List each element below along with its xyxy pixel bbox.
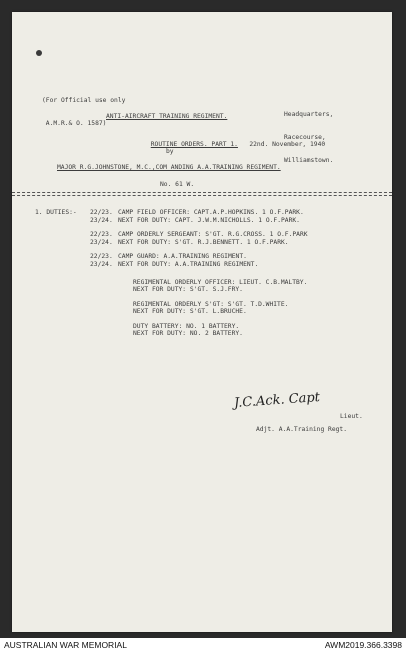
official-line-2: A.M.R.& O. 1587) [42,119,107,127]
duty-period: 23/24. [90,216,113,224]
duty-text: NEXT FOR DUTY: S'GT. S.J.FRY. [133,286,243,294]
duty-text: NEXT FOR DUTY: CAPT. J.W.M.NICHOLLS. 1 O.F.PARK. [118,216,300,224]
duty-period: 23/24. [90,238,113,246]
duty-line [90,279,307,287]
duty-line [90,286,243,294]
lieut-label: Lieut. [340,413,363,420]
document-page [12,12,392,632]
duty-period: 23/24. [90,260,113,268]
hq-line-3: Williamstown. [284,156,334,164]
duty-period: 22/23. [90,231,113,238]
duty-line [90,330,243,338]
routine-orders-label: ROUTINE ORDERS. PART 1. [150,140,238,148]
duty-period: 22/23. [90,253,113,260]
duty-line [90,301,288,309]
duty-text: NEXT FOR DUTY: NO. 2 BATTERY. [133,330,243,338]
unit-title: ANTI-AIRCRAFT TRAINING REGIMENT. [106,113,228,120]
footer-accession-number: AWM2019.366.3398 [324,640,402,650]
hq-line-1: Headquarters, [284,111,334,119]
hq-line-2: Racecourse, [284,133,326,141]
duty-line [90,209,304,217]
archive-footer [0,638,406,653]
commander-line: MAJOR R.G.JOHNSTONE, M.C.,COM ANDING A.A.TRAINING REGIMENT. [57,164,281,171]
duty-text: CAMP ORDERLY SERGEANT: S'GT. R.G.CROSS. 1 O.F.PARK [118,231,308,238]
duty-text: REGIMENTAL ORDERLY OFFICER: LIEUT. C.B.MALTBY. [133,278,308,286]
duty-text: CAMP GUARD: A.A.TRAINING REGIMENT. [118,253,247,260]
by-label: by [166,148,174,155]
duty-text: NEXT FOR DUTY: S'GT. R.J.BENNETT. 1 O.F.PARK. [118,238,289,246]
orders-heading [128,133,325,156]
separator-rule-1 [12,192,392,193]
duty-text: DUTY BATTERY: NO. 1 BATTERY. [133,322,240,330]
duty-text: NEXT FOR DUTY: A.A.TRAINING REGIMENT. [118,260,259,268]
handwritten-signature: J.C.Ack. Capt [233,390,321,411]
adjutant-title: Adjt. A.A.Training Regt. [256,426,347,433]
order-number: No. 61 W. [160,181,195,188]
duties-label: 1. DUTIES:- [35,209,77,216]
duty-line [90,261,258,269]
duty-line [90,323,239,331]
duty-line [90,308,247,316]
duty-line [90,217,300,225]
duty-text: CAMP FIELD OFFICER: CAPT.A.P.HOPKINS. 1 O.F.PARK. [118,209,304,216]
official-line-1: (For Official use only [42,97,126,105]
separator-rule-2 [12,195,392,196]
punch-hole [36,50,42,56]
duty-period: 22/23. [90,209,113,216]
duty-line [90,231,308,239]
duty-text: REGIMENTAL ORDERLY S'GT: S'GT. T.D.WHITE. [133,300,289,308]
order-date: 22nd. November, 1940 [249,140,326,148]
duty-line [90,253,247,261]
footer-institution: AUSTRALIAN WAR MEMORIAL [4,640,127,650]
duty-text: NEXT FOR DUTY: S'GT. L.BRUCHE. [133,308,247,316]
duty-line [90,239,289,247]
